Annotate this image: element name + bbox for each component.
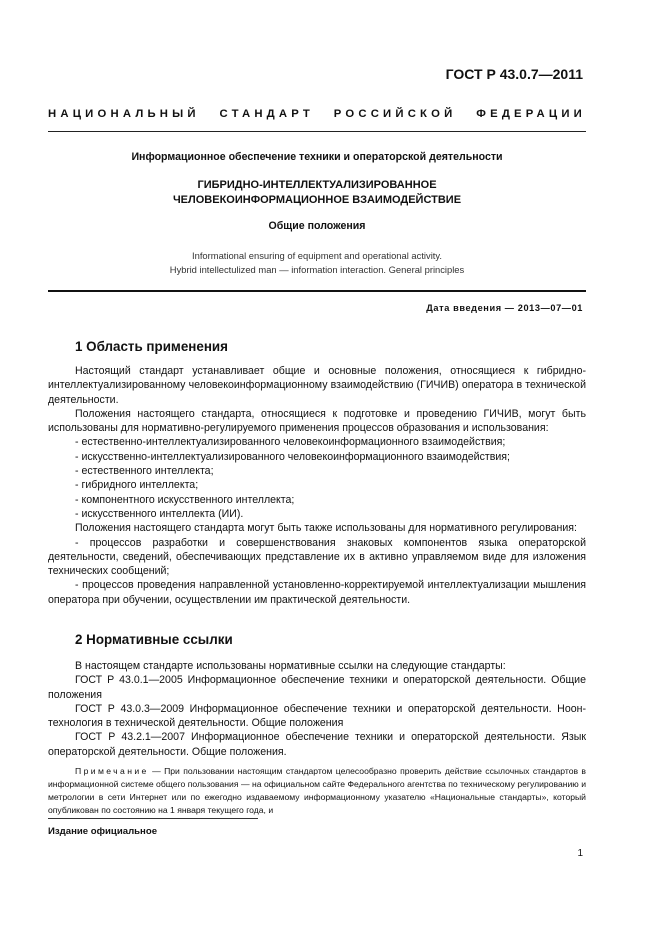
paragraph: Положения настоящего стандарта могут быть также использованы для нормативного регулирования:	[75, 522, 577, 535]
subtitle: Общие положения	[268, 220, 366, 232]
section-heading: 1 Область применения	[75, 339, 228, 354]
edition-label: Издание официальное	[48, 826, 158, 837]
english-title	[48, 249, 586, 277]
document-code: ГОСТ Р 43.0.7—2011	[445, 66, 583, 82]
note-text: — При пользовании настоящим стандартом целесообразно проверить действие ссылочных стандартов в информационной системе общего пользования — на официальном сайте Федерального агентства по техническому регулированию и метрологии в сети Интернет или по ежегодно издаваемому информационному указателю «Национальные стандарты», который опубликован по состоянию на 1 января текущего года, и	[48, 766, 586, 815]
introduction-date: Дата введения — 2013—07—01	[426, 303, 583, 313]
paragraph: Настоящий стандарт устанавливает общие и основные положения, относящиеся к гибридно-интеллектуализированному человекоинформационному взаимодействию (ГИЧИВ) оператора в технической деятельности.	[48, 365, 586, 406]
paragraph: Положения настоящего стандарта, относящиеся к подготовке и проведению ГИЧИВ, могут быть использованы для нормативно-регулируемого применения процессов образования и использования:	[48, 407, 586, 435]
section-body	[48, 659, 586, 759]
note-label: Примечание	[75, 766, 149, 776]
divider	[48, 290, 586, 292]
list-item: - компонентного искусственного интеллекта;	[75, 493, 295, 506]
list-item: - гибридного интеллекта;	[75, 479, 199, 492]
document-title	[48, 178, 586, 208]
paragraph: - процессов проведения направленной установленно-корректируемой интеллектуализации мышления оператора при обучении, осуществлении им практической деятельности.	[48, 579, 586, 606]
reference-item: ГОСТ Р 43.0.3—2009 Информационное обеспечение техники и операторской деятельности. Ноон-технология в технической деятельности. Общие положения	[48, 702, 586, 730]
page-number: 1	[577, 848, 583, 859]
list-item: - естественно-интеллектуализированного человекоинформационного взаимодействия;	[75, 436, 506, 449]
national-standard-banner: НАЦИОНАЛЬНЫЙ СТАНДАРТ РОССИЙСКОЙ ФЕДЕРАЦИИ	[48, 108, 586, 120]
title-main-1: ГИБРИДНО-ИНТЕЛЛЕКТУАЛИЗИРОВАННОЕ	[197, 179, 437, 191]
note	[48, 765, 586, 817]
list-item: - искусственного интеллекта (ИИ).	[75, 507, 244, 520]
title-line: Информационное обеспечение техники и операторской деятельности	[131, 151, 503, 163]
reference-item: ГОСТ Р 43.2.1—2007 Информационное обеспечение техники и операторской деятельности. Язык операторской деятельности. Общие положения.	[48, 731, 586, 758]
title-main-2: ЧЕЛОВЕКОИНФОРМАЦИОННОЕ ВЗАИМОДЕЙСТВИЕ	[172, 194, 462, 206]
english-title-line: Informational ensuring of equipment and operational activity.	[192, 250, 442, 261]
section-body	[48, 364, 586, 607]
list-item: - искусственно-интеллектуализированного человекоинформационного взаимодействия;	[75, 450, 510, 463]
list-item: - естественного интеллекта;	[75, 465, 214, 478]
paragraph: В настоящем стандарте использованы нормативные ссылки на следующие стандарты:	[75, 660, 506, 672]
paragraph: - процессов разработки и совершенствования знаковых компонентов языка операторской деятельности, сведений, обеспечивающих представление их в активно управляемом виде для изложения технических сообщений;	[48, 536, 586, 578]
section-heading: 2 Нормативные ссылки	[75, 632, 233, 647]
reference-item: ГОСТ Р 43.0.1—2005 Информационное обеспечение техники и операторской деятельности. Общие положения	[48, 674, 586, 701]
divider	[48, 131, 586, 132]
english-title-line: Hybrid intellectulized man — information interaction. General principles	[169, 264, 465, 275]
footnote-divider	[48, 818, 258, 819]
